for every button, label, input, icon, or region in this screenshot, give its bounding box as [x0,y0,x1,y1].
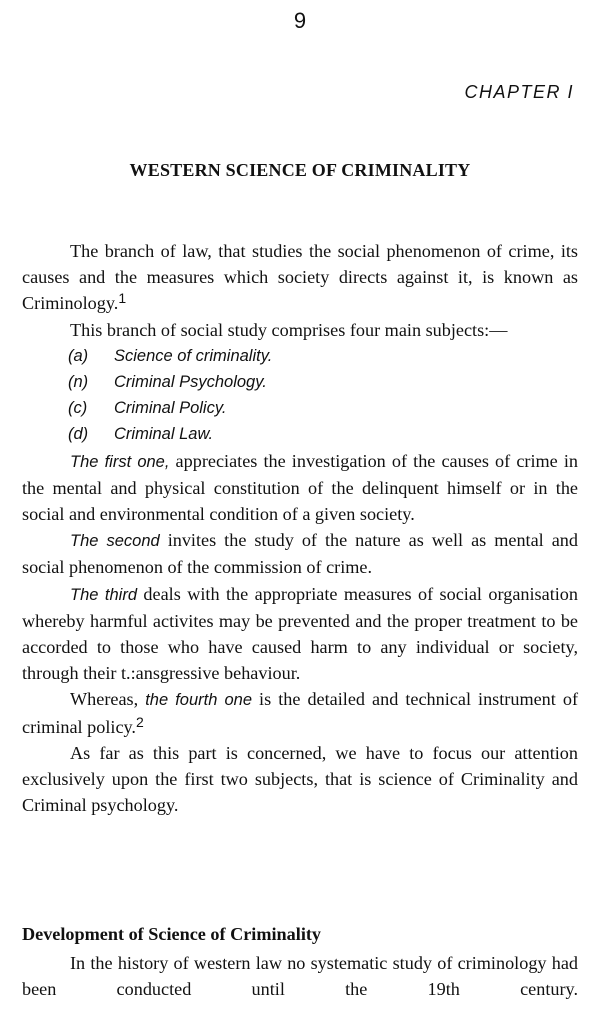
list-item-label: Criminal Policy. [114,399,227,418]
list-item [22,395,578,421]
list-item-label: Criminal Psychology. [114,373,267,391]
focus-paragraph: As far as this part is concerned, we have to focus our attention exclusively upon the first two subjects, that is science of Criminality and Criminal psychology. [22,742,578,816]
chapter-label: CHAPTER I [464,82,574,102]
list-marker: (n) [68,373,89,391]
first-subject-emphasis: The first one, [70,452,170,471]
fourth-subject-text: is the detailed and technical instrument of criminal policy. [22,689,579,737]
subjects-list [22,343,578,448]
page-number: 9 [293,8,307,33]
section-paragraph: In the history of western law no systematic study of criminology had been conducted until the 19th century. [22,953,578,1000]
list-item-label: Science of criminality. [114,346,273,365]
third-subject-paragraph [22,581,578,687]
fourth-subject-emphasis: the fourth one [145,691,253,710]
second-subject-text: invites the study of the nature as well as mental and social phenomenon of the commission of crime. [22,530,578,578]
chapter-title: WESTERN SCIENCE OF CRIMINALITY [129,160,471,180]
list-marker: (c) [68,399,88,418]
third-subject-emphasis: The third [70,585,137,604]
second-subject-paragraph [22,527,578,580]
chapter-body [22,238,578,818]
subjects-intro-paragraph: This branch of social study comprises four main subjects:— [70,319,508,340]
list-item-label: Criminal Law. [114,425,214,444]
first-subject-text: appreciates the investigation of the causes of crime in the mental and physical constitution of the delinquent himself or in the social and environmental condition of a given society. [22,450,578,524]
list-marker: (a) [68,346,89,365]
fourth-subject-paragraph [22,686,578,739]
section-body [22,950,578,1002]
footnote-ref-2: 2 [135,713,144,730]
third-subject-text: deals with the appropriate measures of social organisation whereby harmful activites may be prevented and the proper treatment to be accorded to those who have caused harm to any individual or society, through their t.:ansgressive behaviour. [22,583,578,684]
intro-paragraph [22,238,578,317]
first-subject-paragraph [22,448,578,528]
list-item [22,421,578,447]
footnote-ref-1: 1 [118,290,127,307]
fourth-subject-lead: Whereas, [70,689,146,710]
section-heading: Development of Science of Criminality [22,924,322,944]
list-marker: (d) [68,425,89,444]
intro-text: The branch of law, that studies the social phenomenon of crime, its causes and the measures which society directs against it, is known as Criminology. [22,241,578,314]
second-subject-emphasis: The second [70,532,160,551]
list-item [22,343,578,369]
list-item [22,369,578,395]
